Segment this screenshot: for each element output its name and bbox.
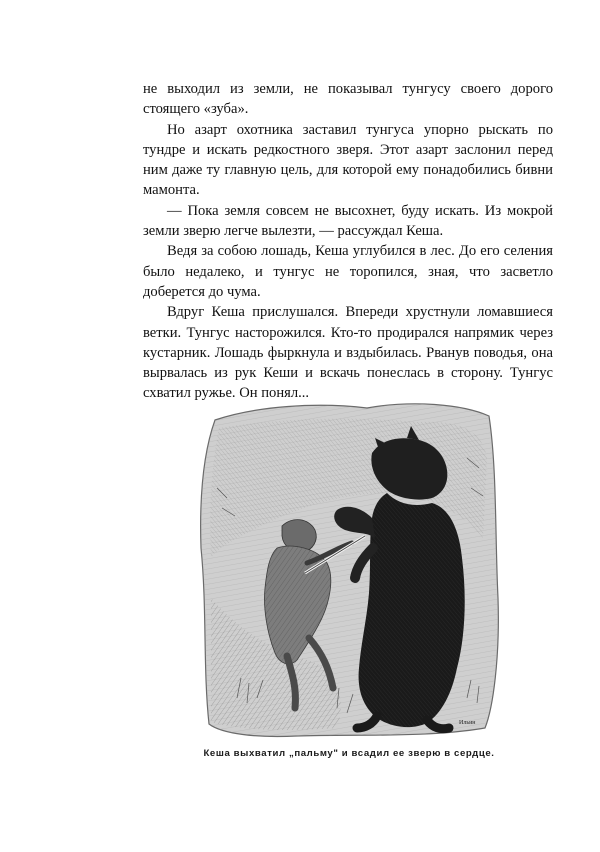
- artist-signature: Ильин: [459, 720, 476, 726]
- paragraph-2: Но азарт охотника заставил тунгуса упорно рыскать по тундре и искать редкостного зверя. Этот азарт заслонил перед ним даже ту главную цель, для которой ему понадобились бивни мамонта.: [143, 121, 553, 199]
- illustration-caption: Кеша выхватил „пальму" и всадил ее зверю в сердце.: [203, 748, 495, 759]
- body-text: [143, 79, 553, 404]
- paragraph-5: Вдруг Кеша прислушался. Впереди хрустнули ломавшиеся ветки. Тунгус насторожился. Кто-то продирался напрямик через кустарник. Лошадь фыркнула и вздыбилась. Рванув поводья, она вырвалась из рук Кеши и вскачь понеслась в сторону. Тунгус схватил ружье. Он понял...: [143, 304, 553, 402]
- illustration-hunter-and-bear: [197, 398, 500, 740]
- paragraph-3: — Пока земля совсем не высохнет, буду искать. Из мокрой земли зверю легче вылезти, — рассуждал Кеша.: [143, 202, 553, 240]
- paragraph-4: Ведя за собою лошадь, Кеша углубился в лес. До его селения было недалеко, и тунгус не торопился, зная, что засветло доберется до чума.: [143, 243, 553, 300]
- paragraph-1: не выходил из земли, не показывал тунгусу своего дорого стоящего «зуба».: [143, 81, 553, 118]
